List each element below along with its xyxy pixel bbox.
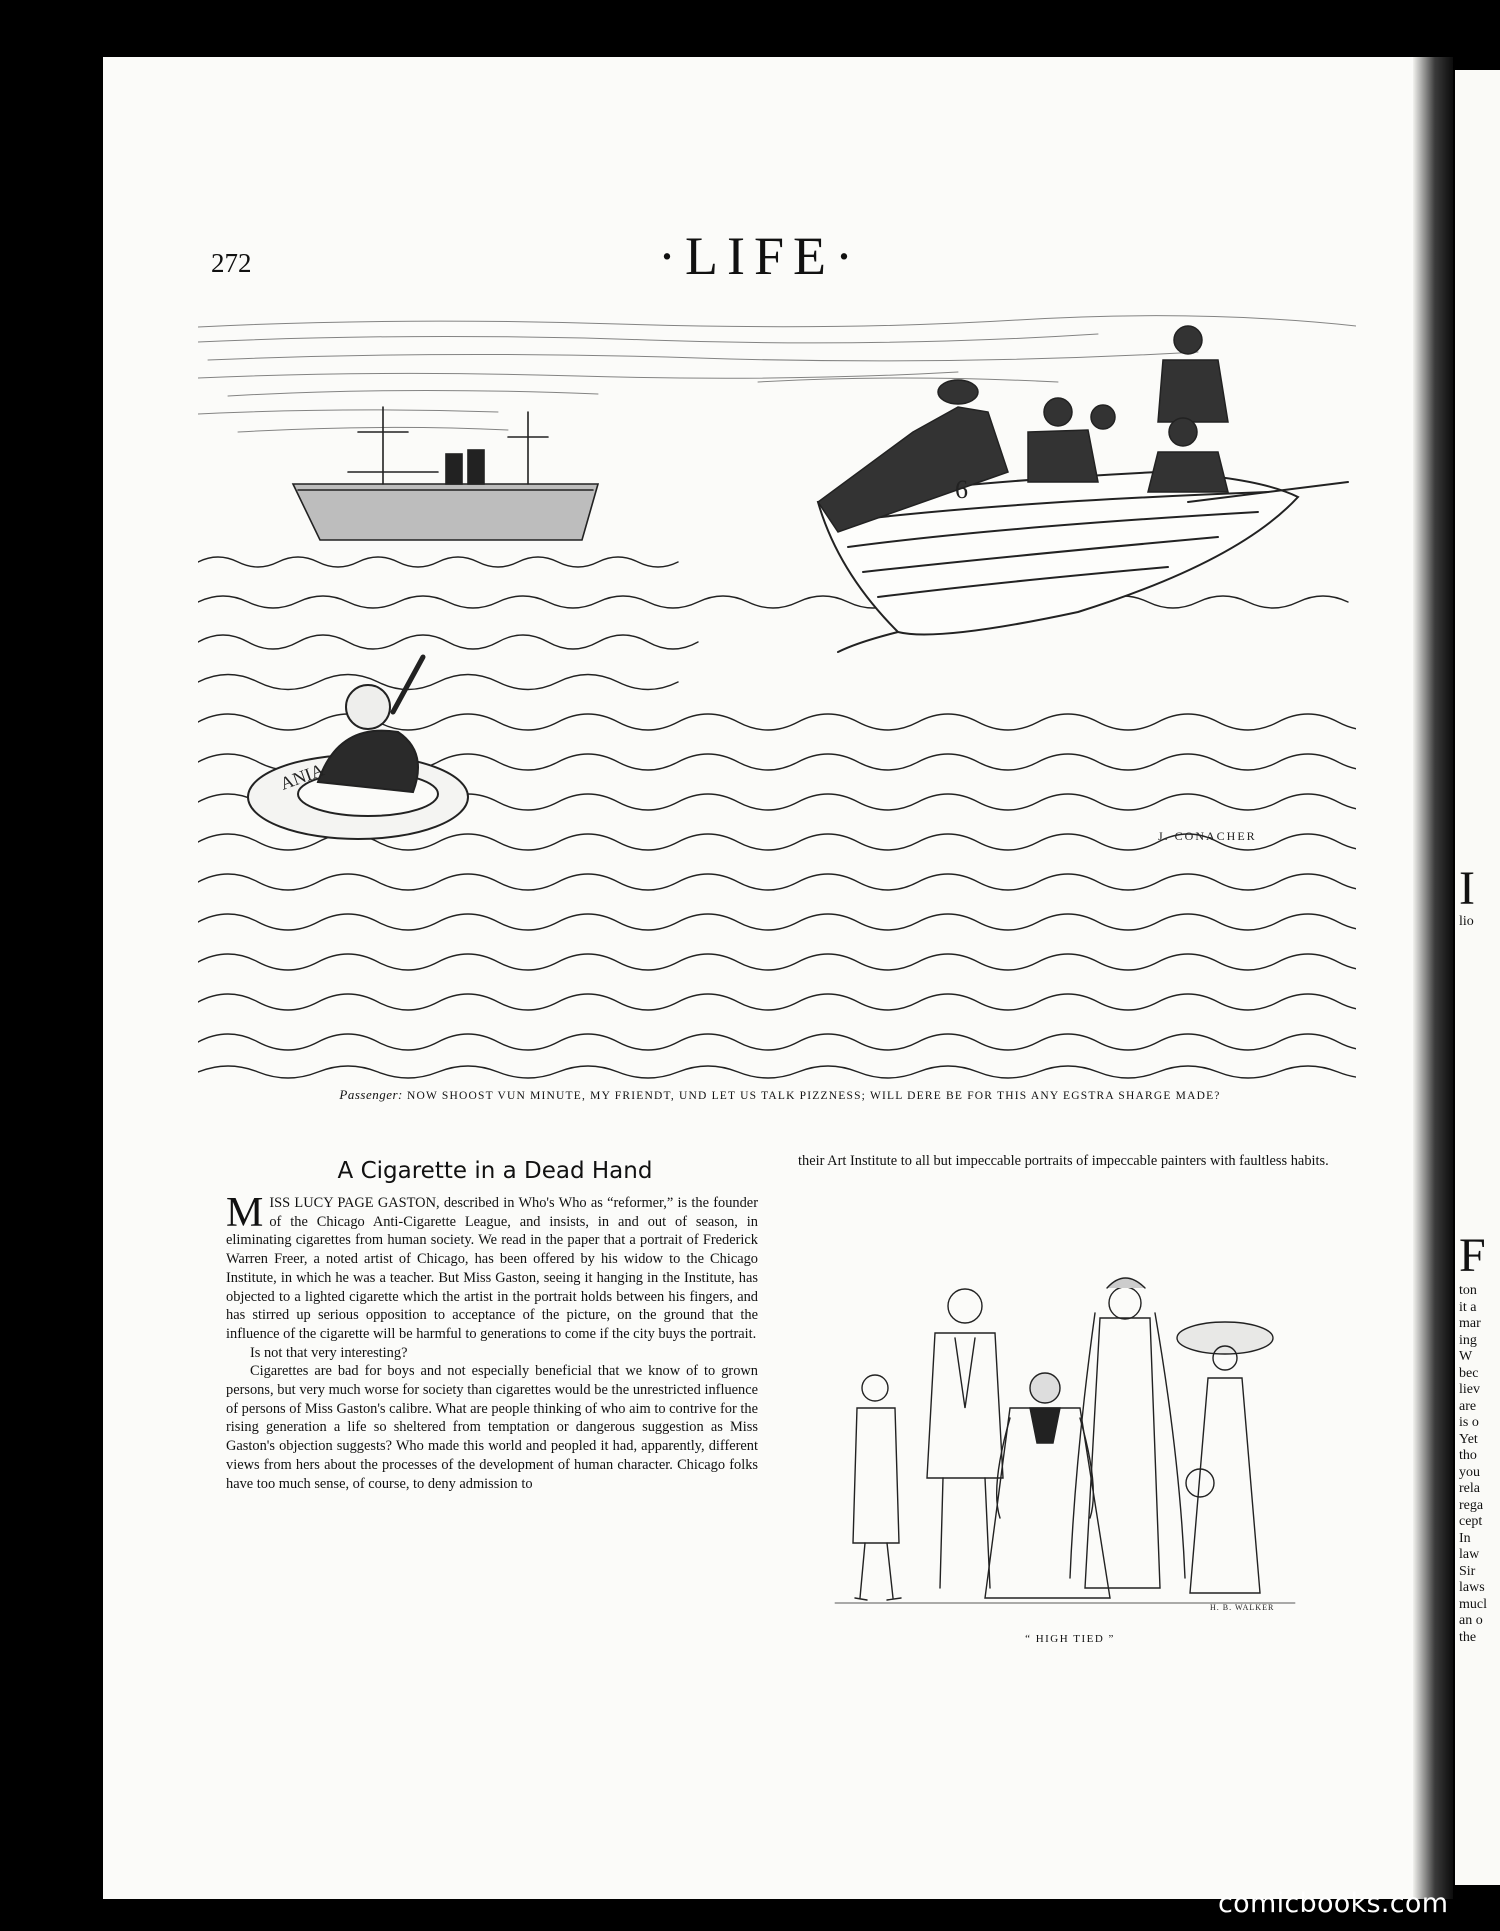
facing-line: mucl	[1459, 1596, 1487, 1612]
caption-speaker: Passenger:	[339, 1087, 403, 1102]
facing-line: is o	[1459, 1415, 1479, 1430]
facing-page-fragment	[1455, 70, 1500, 1885]
facing-line: W	[1459, 1349, 1473, 1364]
facing-line: are	[1459, 1398, 1477, 1414]
facing-line: ton	[1459, 1283, 1477, 1298]
article-paragraph-3: Cigarettes are bad for boys and not especially beneficial that we know of to grown persons, but very much worse for society than cigarettes would be the unrestricted influence of persons of Miss Gaston's calibre. What are people thinking of who aim to contrive for the rising generation a life so sheltered from temptation or dangerous suggestion as Miss Gaston's objection suggests? Who made this world and peopled it had, apparently, different views from hers about the processes of the development of human character. Chicago folks have too much sense, of course, to deny admission to	[226, 1363, 758, 1492]
facing-line: law	[1459, 1547, 1480, 1562]
facing-line: rela	[1459, 1481, 1480, 1496]
article-column-1	[226, 1190, 758, 1493]
facing-line: liev	[1459, 1382, 1480, 1397]
facing-line: laws	[1459, 1580, 1485, 1595]
facing-line: rega	[1459, 1497, 1484, 1513]
buoy-lettering: ANIA	[277, 759, 327, 794]
facing-line: you	[1459, 1464, 1480, 1480]
facing-line: bec	[1459, 1365, 1479, 1381]
paragraph-1-text: ISS LUCY PAGE GASTON, described in Who's Who as “reformer,” is the founder of the Chicago Anti-Cigarette League, and insists, in and out of season, in eliminating cigarettes from human society. We read in the paper that a portrait of Frederick Warren Freer, a noted artist of Chicago, has been offered by his widow to the Chicago Institute, in which he was a teacher. But Miss Gaston, seeing it hanging in the Institute, has objected to a lighted cigarette which the artist in the portrait holds between his fingers, and has stirred up serious opposition to acceptance of the picture, on the ground that the influence of the cigarette will be harmful to generations to come if the city buys the portrait.	[226, 1195, 758, 1342]
page-number: 272	[211, 248, 252, 278]
article-paragraph-2: Is not that very interesting?	[250, 1344, 408, 1361]
facing-line: an o	[1459, 1613, 1483, 1628]
facing-line: tho	[1459, 1448, 1477, 1463]
drop-cap: M	[226, 1190, 264, 1236]
caption-text: NOW SHOOST VUN MINUTE, MY FRIENDT, UND LET US TALK PIZZNESS; WILL DERE BE FOR THIS ANY EGSTRA SHARGE MADE?	[406, 1090, 1221, 1102]
article-title: A Cigarette in a Dead Hand	[337, 1158, 653, 1184]
wedding-signature: H. B. WALKER	[1210, 1603, 1275, 1612]
boat-number: 6	[955, 475, 968, 504]
facing-line: ing	[1459, 1332, 1477, 1348]
facing-line: Sir	[1459, 1563, 1476, 1579]
facing-line: cept	[1459, 1514, 1483, 1529]
site-watermark: comicbooks.com	[1218, 1888, 1449, 1919]
cartoon-caption	[230, 1087, 1330, 1104]
artist-signature: J. CONACHER	[1158, 829, 1257, 843]
wedding-caption: “ HIGH TIED ”	[1025, 1633, 1115, 1645]
facing-fragment-1: lio	[1459, 914, 1474, 929]
facing-initial-2: F	[1459, 1229, 1486, 1282]
facing-line: Yet	[1459, 1431, 1478, 1447]
masthead-title: ·LIFE·	[658, 226, 862, 286]
facing-line: In	[1459, 1530, 1471, 1546]
facing-line: the	[1459, 1629, 1477, 1645]
facing-initial-1: I	[1459, 862, 1475, 915]
article-continuation: their Art Institute to all but impeccable portraits of impeccable painters with faultless habits.	[798, 1153, 1329, 1169]
lifeboat-cartoon	[198, 312, 1356, 1082]
article-paragraph-1	[226, 1190, 758, 1344]
wedding-cartoon	[815, 1258, 1315, 1618]
facing-line: mar	[1459, 1316, 1481, 1331]
facing-line: it a	[1459, 1299, 1477, 1315]
page-gutter	[1413, 57, 1453, 1899]
